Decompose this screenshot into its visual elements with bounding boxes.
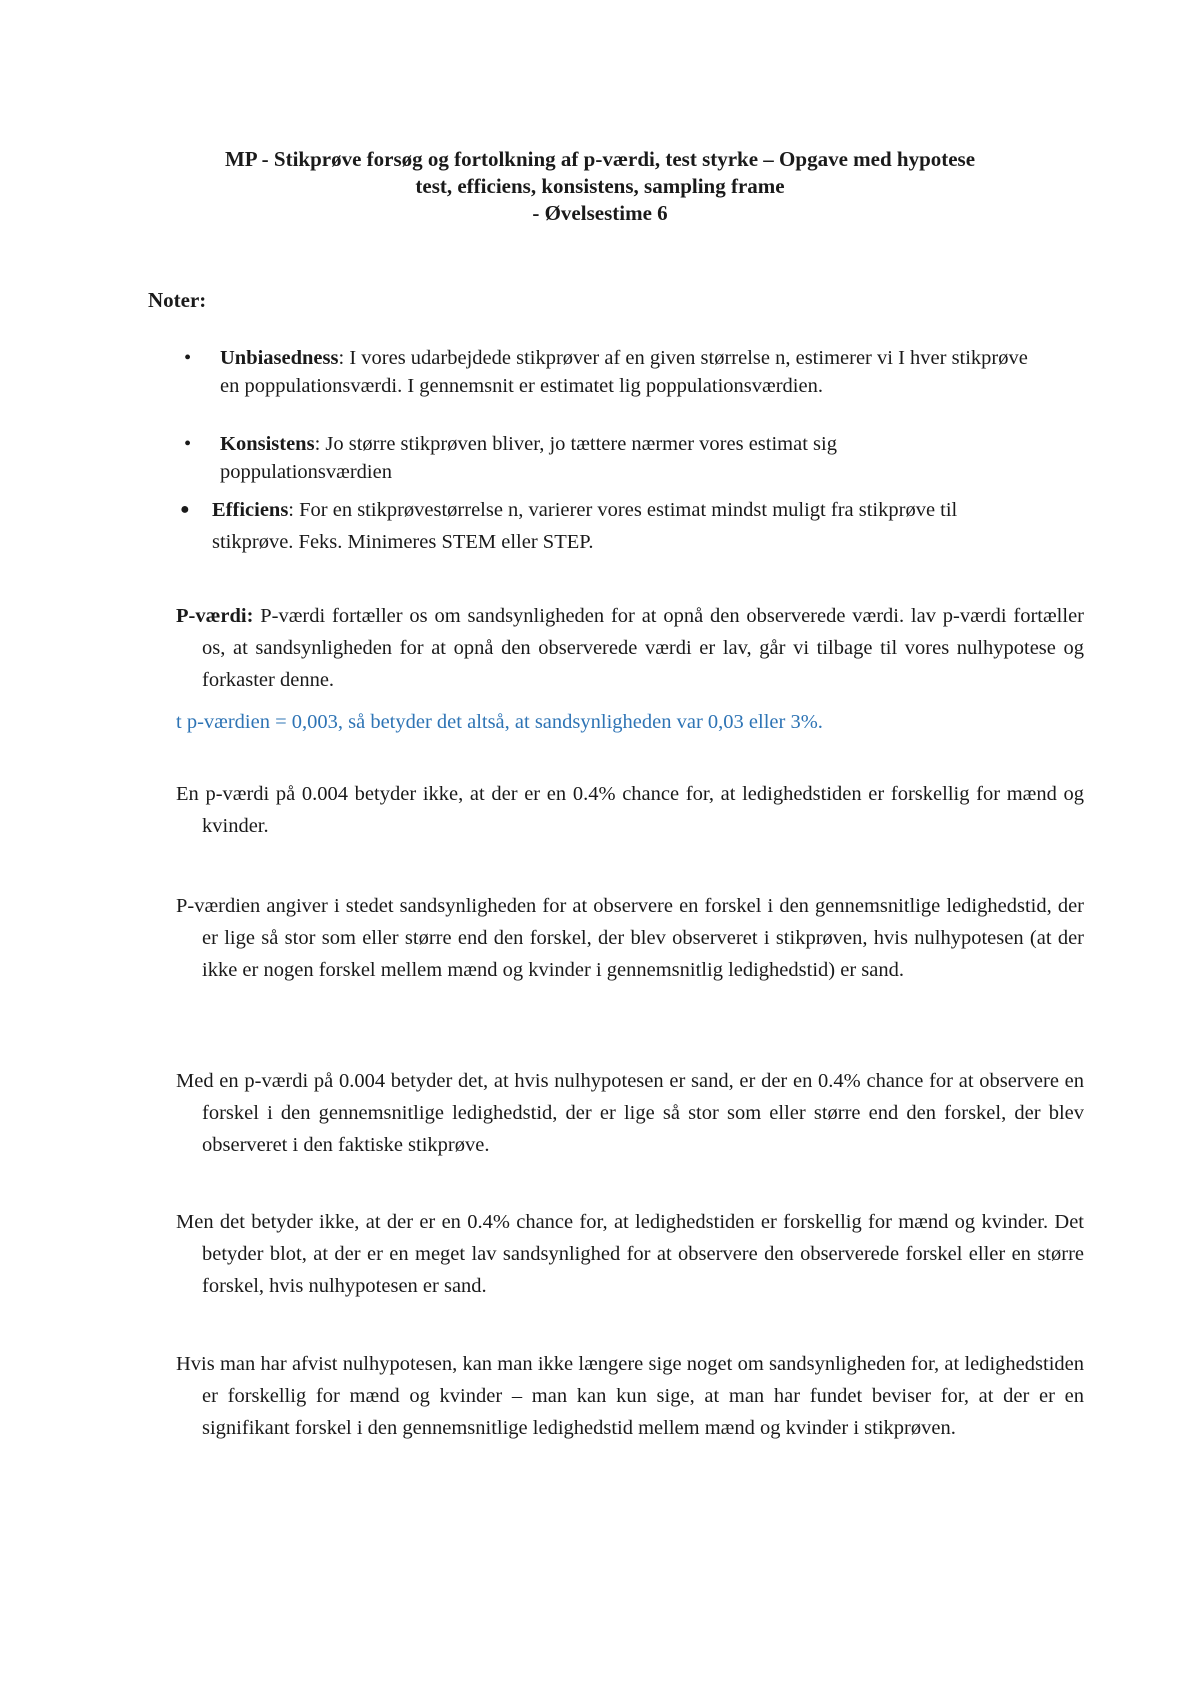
pvalue-term: P-værdi: <box>176 605 254 627</box>
title-line-1: MP - Stikprøve forsøg og fortolkning af p-værdi, test styrke – Opgave med hypotese <box>224 147 976 171</box>
pvalue-example: t p-værdien = 0,003, så betyder det altså, at sandsynligheden var 0,03 eller 3%. <box>176 711 823 733</box>
document-title <box>120 146 1080 227</box>
notes-heading: Noter: <box>148 288 207 312</box>
bullet-term: Efficiens <box>212 499 289 521</box>
bullet-efficiens <box>180 494 992 558</box>
bullet-term: Konsistens <box>220 433 315 455</box>
title-line-2: test, efficiens, konsistens, sampling frame <box>415 174 785 198</box>
bullet-dot: • <box>184 347 192 369</box>
bullet-text: : Jo større stikprøven bliver, jo tættere nærmer vores estimat sig poppulationsværdien <box>220 433 837 483</box>
paragraph-5: Hvis man har afvist nulhypotesen, kan man ikke længere sige noget om sandsynligheden for, at ledighedstiden er forskellig for mænd og kvinder – man kan kun sige, at man har fundet beviser for, at der er en signifikant forskel i den gennemsnitlige ledighedstid mellem mænd og kvinder i stikprøven. <box>176 1353 1084 1439</box>
bullet-term: Unbiasedness <box>220 347 339 369</box>
pvalue-paragraph <box>176 600 1084 696</box>
paragraph-2: P-værdien angiver i stedet sandsynligheden for at observere en forskel i den gennemsnitlige ledighedstid, der er lige så stor som eller større end den forskel, der blev observeret i stikprøven, hvis nulhypotesen (at der ikke er nogen forskel mellem mænd og kvinder i gennemsnitlig ledighedstid) er sand. <box>176 895 1084 981</box>
bullet-text: : For en stikprøvestørrelse n, varierer vores estimat mindst muligt fra stikprøve til stikprøve. Feks. Minimeres STEM eller STEP. <box>212 499 958 553</box>
paragraph-1: En p-værdi på 0.004 betyder ikke, at der er en 0.4% chance for, at ledighedstiden er forskellig for mænd og kvinder. <box>176 783 1084 837</box>
bullet-unbiasedness <box>184 344 1040 400</box>
pvalue-text: P-værdi fortæller os om sandsynligheden for at opnå den observerede værdi. lav p-værdi fortæller os, at sandsynligheden for at opnå den observerede værdi er lav, går vi tilbage til vores nulhypotese og forkaster denne. <box>202 605 1084 691</box>
bullet-dot: ● <box>180 501 190 518</box>
bullet-konsistens <box>184 430 980 486</box>
paragraph-3: Med en p-værdi på 0.004 betyder det, at hvis nulhypotesen er sand, er der en 0.4% chance for at observere en forskel i den gennemsnitlige ledighedstid, der er lige så stor som eller større end den forskel, der blev observeret i den faktiske stikprøve. <box>176 1070 1084 1156</box>
paragraph-4: Men det betyder ikke, at der er en 0.4% chance for, at ledighedstiden er forskellig for mænd og kvinder. Det betyder blot, at der er en meget lav sandsynlighed for at observere den observerede forskel eller en større forskel, hvis nulhypotesen er sand. <box>176 1211 1084 1297</box>
bullet-text: : I vores udarbejdede stikprøver af en given størrelse n, estimerer vi I hver stikprøve en poppulationsværdi. I gennemsnit er estimatet lig poppulationsværdien. <box>220 347 1028 397</box>
bullet-dot: • <box>184 433 192 455</box>
title-line-3: - Øvelsestime 6 <box>532 201 668 225</box>
